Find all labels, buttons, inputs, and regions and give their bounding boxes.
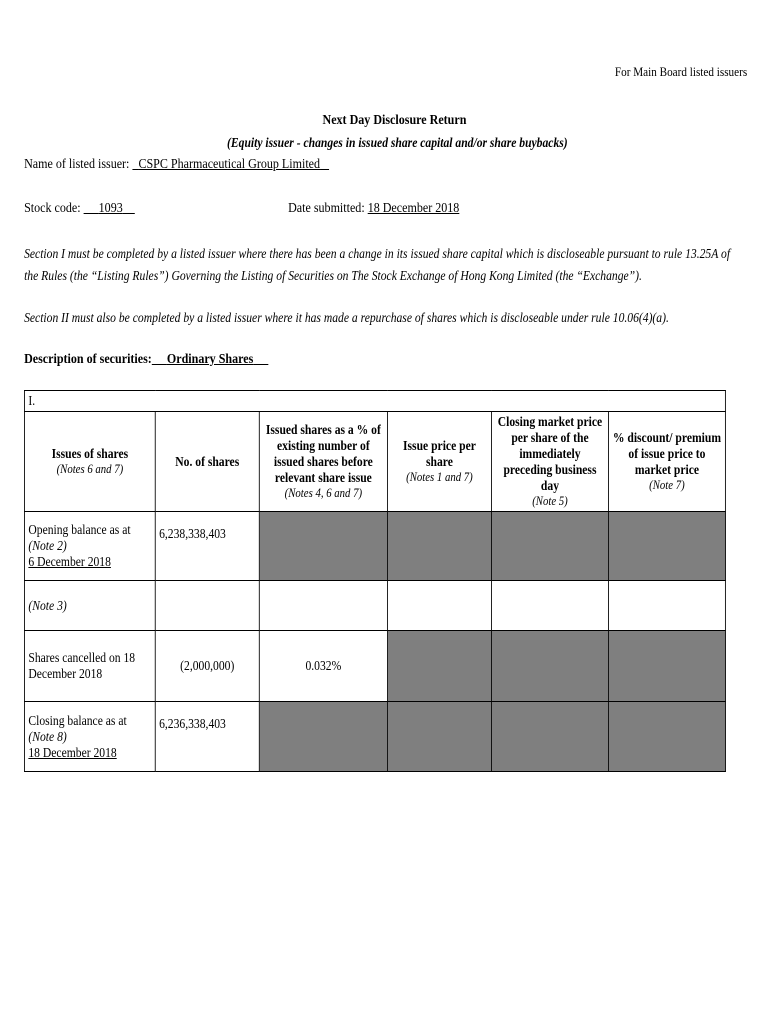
stock-code-field: [24, 201, 135, 217]
column-header: No. of shares: [155, 412, 259, 512]
issuer-name-value: CSPC Pharmaceutical Group Limited: [138, 157, 321, 172]
row-label-cell: Opening balance as at (Note 2) 6 December 2018: [25, 512, 156, 581]
date-submitted-label: Date submitted:: [288, 201, 365, 216]
shaded-cell: [608, 631, 725, 702]
pct-cell: 0.032%: [259, 631, 387, 702]
table-row: [25, 581, 726, 631]
date-submitted-field: [288, 201, 459, 217]
securities-description: [24, 352, 268, 368]
stock-code-value: 1093: [98, 201, 123, 216]
shaded-cell: [387, 702, 491, 772]
shares-cell: 6,236,338,403: [155, 702, 259, 772]
table-row: [25, 702, 726, 772]
shaded-cell: [259, 702, 387, 772]
column-header: Closing market price per share of the immediately preceding business day (Note 5): [491, 412, 608, 512]
table-row: [25, 631, 726, 702]
issuer-name-field: [24, 157, 329, 173]
page-subtitle: (Equity issuer - changes in issued share capital and/or share buybacks): [227, 135, 568, 150]
shaded-cell: [608, 512, 725, 581]
shaded-cell: [491, 702, 608, 772]
column-header: Issue price per share (Notes 1 and 7): [387, 412, 491, 512]
shares-cell: 6,238,338,403: [155, 512, 259, 581]
board-note: For Main Board listed issuers: [614, 64, 748, 79]
row-label-cell: Closing balance as at (Note 8) 18 December 2018: [25, 702, 156, 772]
section2-instructions: Section II must also be completed by a listed issuer where it has made a repurchase of shares which is discloseable under rule 10.06(4)(a).: [24, 310, 669, 325]
column-header: Issued shares as a % of existing number of issued shares before relevant share issue (Notes 4, 6 and 7): [259, 412, 387, 512]
row-label-cell: (Note 3): [25, 581, 156, 631]
closing-price-cell: [491, 581, 608, 631]
page-title: Next Day Disclosure Return: [322, 113, 467, 128]
issue-price-cell: [387, 581, 491, 631]
table-row: [25, 512, 726, 581]
row-label-cell: Shares cancelled on 18 December 2018: [25, 631, 156, 702]
shaded-cell: [491, 512, 608, 581]
stock-code-label: Stock code:: [24, 201, 81, 216]
discount-cell: [608, 581, 725, 631]
share-capital-table: [24, 390, 726, 772]
securities-description-value: Ordinary Shares: [166, 352, 254, 367]
pct-cell: [259, 581, 387, 631]
date-submitted-value: 18 December 2018: [367, 201, 460, 216]
shaded-cell: [387, 631, 491, 702]
shares-cell: (2,000,000): [155, 631, 259, 702]
issuer-name-label: Name of listed issuer:: [24, 157, 130, 172]
securities-description-label: Description of securities:: [24, 352, 152, 367]
shaded-cell: [387, 512, 491, 581]
column-header: % discount/ premium of issue price to market price (Note 7): [608, 412, 725, 512]
shaded-cell: [608, 702, 725, 772]
table-header-row: [25, 412, 726, 512]
column-header: Issues of shares (Notes 6 and 7): [25, 412, 156, 512]
section1-instructions: Section I must be completed by a listed issuer where there has been a change in its issued share capital which is discloseable pursuant to rule 13.25A of the Rules (the “Listing Rules”) Governing the Listing of Securities on The Stock Exchange of Hong Kong Limited (the “Exchange”).: [24, 246, 731, 283]
shaded-cell: [259, 512, 387, 581]
section-label: I.: [25, 391, 726, 412]
shaded-cell: [491, 631, 608, 702]
shares-cell: [155, 581, 259, 631]
